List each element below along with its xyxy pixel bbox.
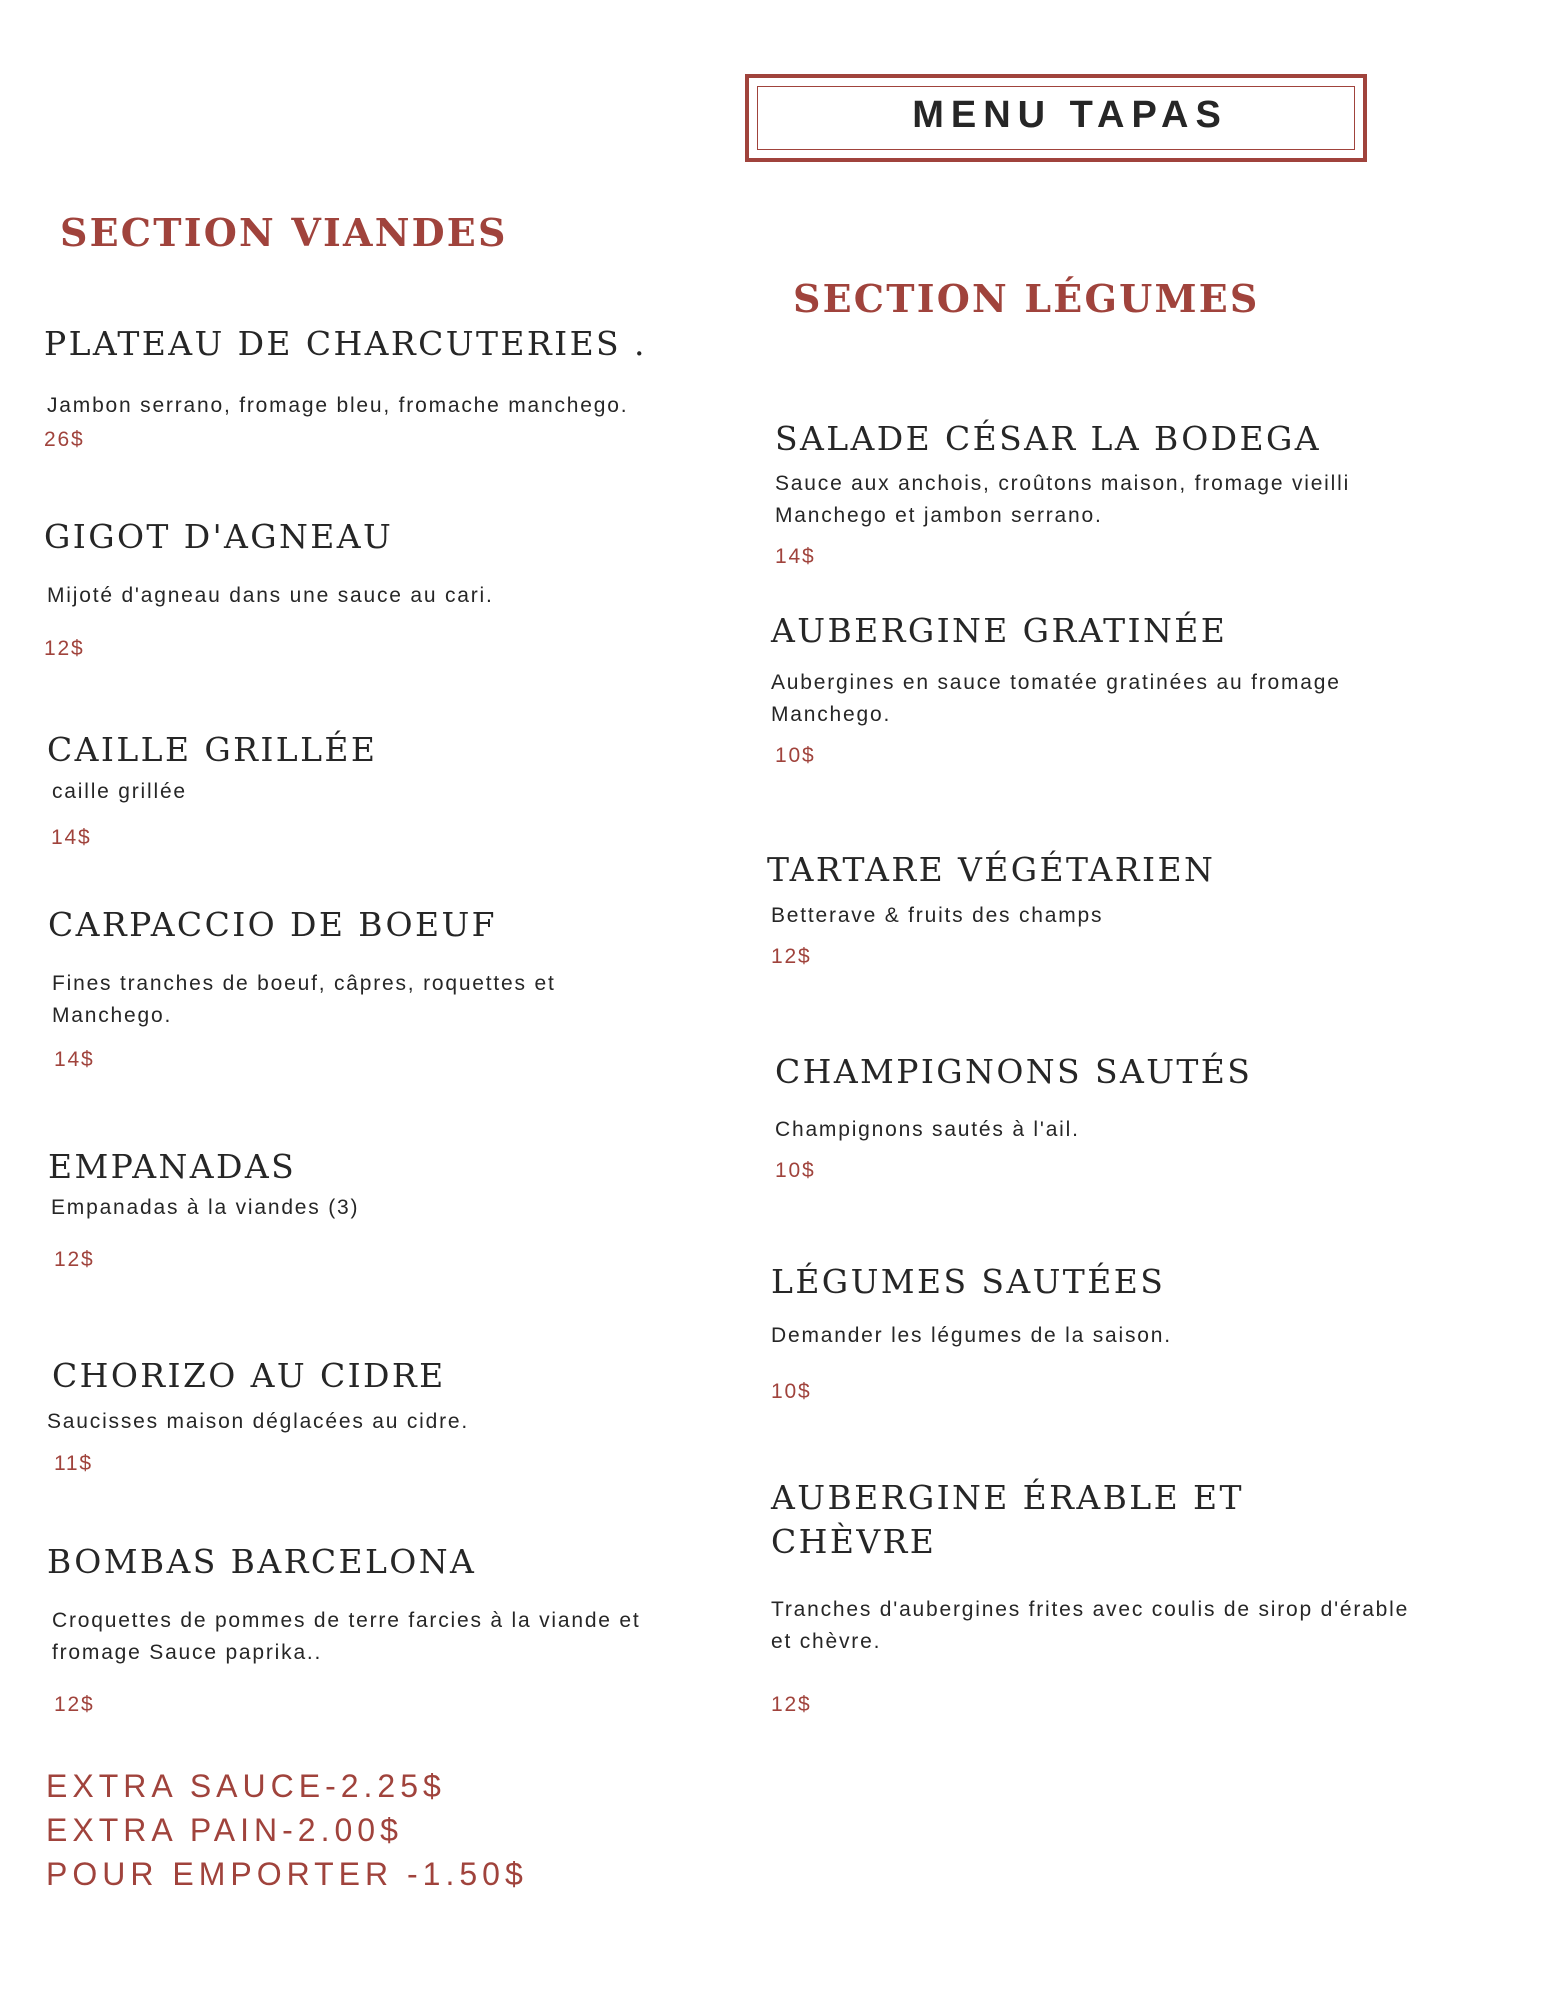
viandes-item-name: CAILLE GRILLÉE: [47, 730, 378, 769]
section-title-legumes: SECTION LÉGUMES: [793, 276, 1260, 321]
viandes-item-price: 26$: [44, 428, 85, 451]
legumes-item-desc: Demander les légumes de la saison.: [771, 1324, 1172, 1347]
menu-title-box: [745, 74, 1367, 162]
legumes-item-name: AUBERGINE GRATINÉE: [771, 611, 1228, 650]
legumes-item-price: 12$: [771, 1693, 812, 1716]
viandes-item-price: 12$: [54, 1248, 95, 1271]
viandes-item-price: 12$: [44, 637, 85, 660]
legumes-item-desc: Tranches d'aubergines frites avec coulis de sirop d'érable et chèvre.: [771, 1598, 1410, 1653]
viandes-item-price: 14$: [51, 826, 92, 849]
extra-emporter: POUR EMPORTER -1.50$: [46, 1856, 528, 1892]
viandes-item-desc: caille grillée: [52, 780, 187, 803]
viandes-item-name: CARPACCIO DE BOEUF: [48, 905, 497, 944]
legumes-item-price: 10$: [771, 1380, 812, 1403]
viandes-item-name: EMPANADAS: [48, 1147, 297, 1186]
viandes-item-name: CHORIZO AU CIDRE: [52, 1356, 446, 1395]
viandes-item-desc: Croquettes de pommes de terre farcies à la viande et fromage Sauce paprika..: [52, 1609, 641, 1664]
section-title-viandes: SECTION VIANDES: [60, 210, 508, 255]
viandes-item-price: 11$: [54, 1452, 93, 1475]
extra-sauce: EXTRA SAUCE-2.25$: [46, 1768, 446, 1804]
legumes-item-price: 14$: [775, 545, 816, 568]
legumes-item-name: LÉGUMES SAUTÉES: [771, 1262, 1166, 1301]
viandes-item-name: BOMBAS BARCELONA: [47, 1542, 477, 1581]
viandes-item-desc: Saucisses maison déglacées au cidre.: [47, 1410, 469, 1433]
legumes-item-price: 10$: [775, 1159, 816, 1182]
viandes-item-name: GIGOT D'AGNEAU: [44, 517, 394, 556]
viandes-item-desc: Jambon serrano, fromage bleu, fromache manchego.: [47, 394, 629, 417]
viandes-item-desc: Mijoté d'agneau dans une sauce au cari.: [47, 584, 494, 607]
legumes-item-desc: Aubergines en sauce tomatée gratinées au fromage Manchego.: [771, 671, 1341, 726]
legumes-item-price: 10$: [775, 744, 816, 767]
viandes-item-desc: Fines tranches de boeuf, câpres, roquettes et Manchego.: [52, 972, 556, 1027]
legumes-item-name: SALADE CÉSAR LA BODEGA: [775, 419, 1322, 458]
viandes-item-desc: Empanadas à la viandes (3): [51, 1196, 360, 1219]
viandes-item-price: 12$: [54, 1693, 95, 1716]
viandes-item-price: 14$: [54, 1048, 95, 1071]
legumes-item-desc: Champignons sautés à l'ail.: [775, 1118, 1080, 1141]
extra-pain: EXTRA PAIN-2.00$: [46, 1812, 403, 1848]
legumes-item-desc: Betterave & fruits des champs: [771, 904, 1104, 927]
legumes-item-price: 12$: [771, 945, 812, 968]
legumes-item-name: AUBERGINE ÉRABLE ET CHÈVRE: [771, 1478, 1244, 1561]
legumes-item-desc: Sauce aux anchois, croûtons maison, fromage vieilli Manchego et jambon serrano.: [775, 472, 1351, 527]
menu-title: MENU TAPAS: [912, 94, 1228, 136]
extras-list: [46, 1764, 528, 1896]
viandes-item-name: PLATEAU DE CHARCUTERIES .: [44, 324, 647, 363]
legumes-item-name: TARTARE VÉGÉTARIEN: [767, 850, 1216, 889]
legumes-item-name: CHAMPIGNONS SAUTÉS: [775, 1052, 1253, 1091]
